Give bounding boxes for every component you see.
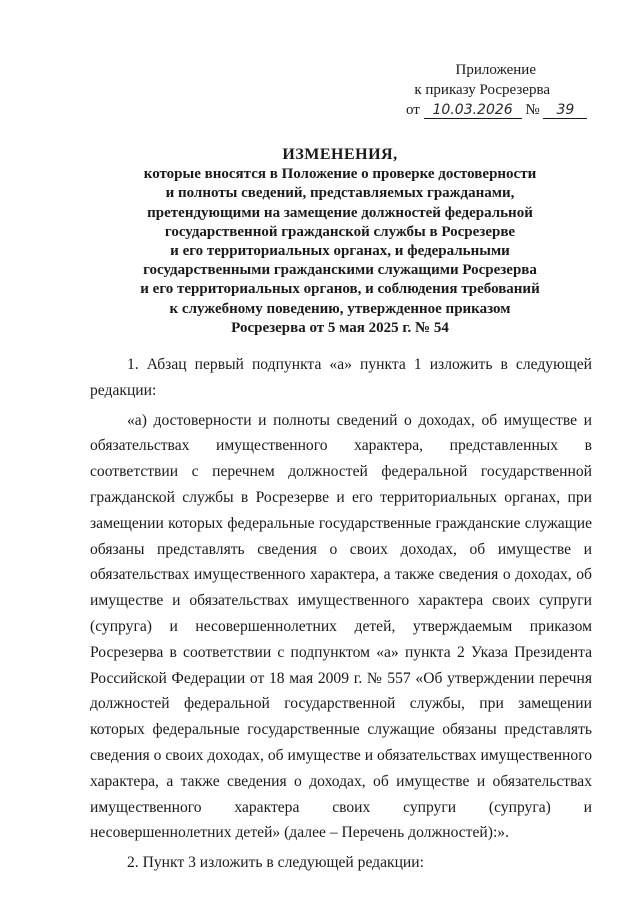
number-label: № <box>525 102 540 118</box>
title-main: ИЗМЕНЕНИЯ, <box>282 146 398 163</box>
appendix-date-number-line <box>406 100 600 120</box>
title-line: и полноты сведений, представляемых гражданами, <box>165 185 515 202</box>
paragraph-3: 2. Пункт 3 изложить в следующей редакции: <box>127 854 424 872</box>
paragraph-2: «а) достоверности и полноты сведений о доходах, об имуществе и обязательствах имущественного характера, представленных в соответствии с перечнем должностей федеральной государственной гражданской службы в Росрезерве и его территориальных органах, при замещении которых федеральные государственные гражданские служащие обязаны представлять сведения о своих доходах, об имуществе и обязательствах имущественного характера, а также сведения о доходах, об имуществе и обязательствах имущественного характера своих супруги (супруга) и несовершеннолетних детей, утверждаемым приказом Росрезерва в соответствии с подпунктом «а» пункта 2 Указа Президента Российской Федерации от 18 мая 2009 г. № 557 «Об утверждении перечня должностей федеральной государственной службы, при замещении которых федеральные государственные служащие обязаны представлять сведения о своих доходах, об имуществе и обязательствах имущественного характера, а также сведения о доходах, об имуществе и обязательствах имущественного характера своих супруги (супруга) и несовершеннолетних детей» (далее – Перечень должностей):». <box>90 411 592 842</box>
document-title <box>90 145 590 338</box>
title-line: и его территориальных органов, и соблюдения требований <box>140 281 540 298</box>
paragraph-1: 1. Абзац первый подпункта «а» пункта 1 изложить в следующей редакции: <box>90 356 592 399</box>
title-line: претендующими на замещение должностей федеральной <box>147 204 533 221</box>
title-line: государственной гражданской службы в Росрезерве <box>164 223 516 240</box>
handwritten-date: 10.03.2026 <box>424 102 522 119</box>
appendix-block <box>400 60 600 120</box>
appendix-label: Приложение <box>455 62 536 78</box>
document-body <box>90 352 592 876</box>
title-line: и его территориальных органах, и федеральными <box>170 243 510 260</box>
appendix-order-ref: к приказу Росрезерва <box>414 82 550 98</box>
title-line: Росрезерва от 5 мая 2025 г. № 54 <box>231 319 449 336</box>
handwritten-number: 39 <box>543 102 587 119</box>
title-line: которые вносятся в Положение о проверке достоверности <box>143 166 537 183</box>
title-line: к служебному поведению, утвержденное приказом <box>169 300 511 317</box>
title-line: государственными гражданскими служащими Росрезерва <box>143 262 537 279</box>
date-prefix: от <box>406 102 420 118</box>
